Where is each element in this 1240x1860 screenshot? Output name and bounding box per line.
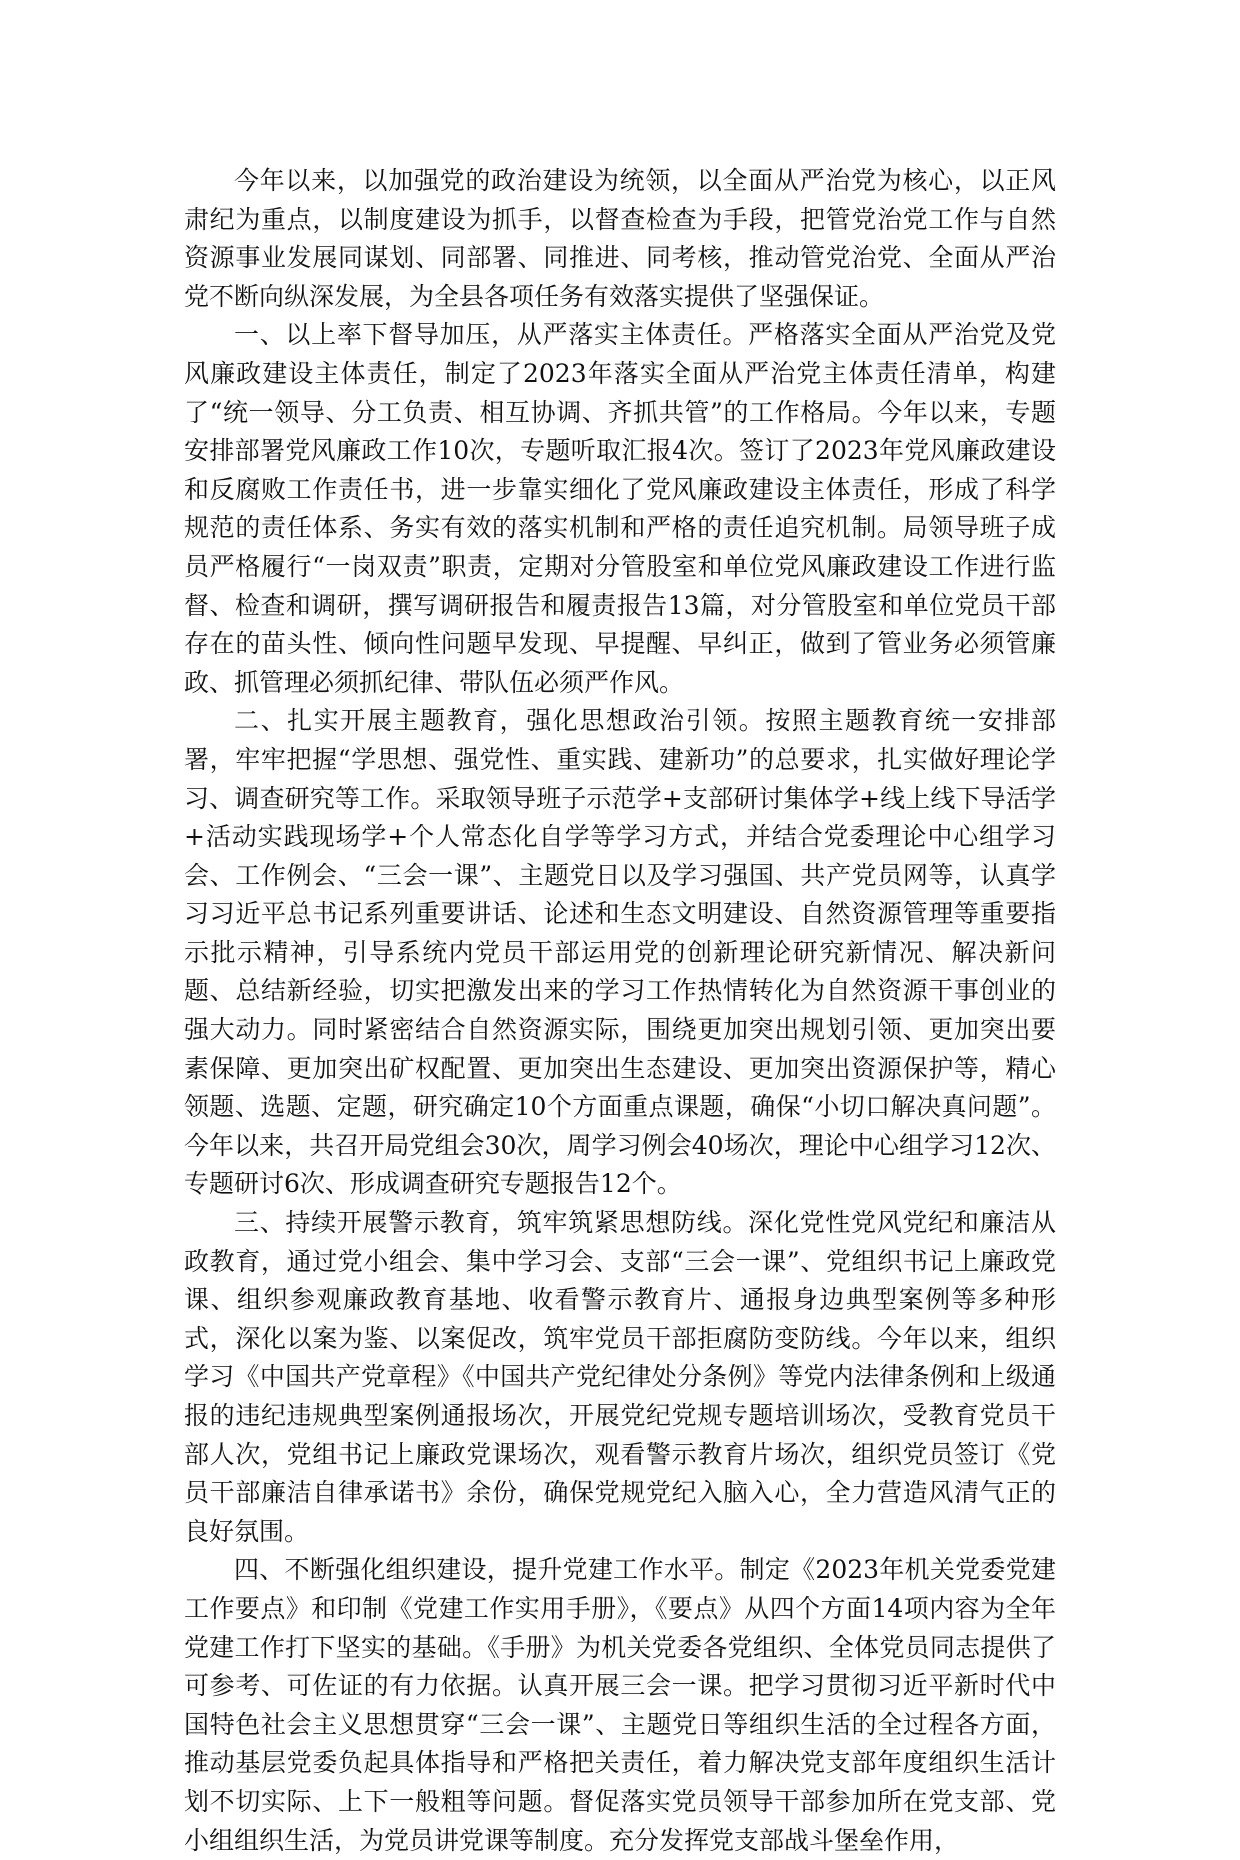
paragraph-section-3: 三、持续开展警示教育，筑牢筑紧思想防线。深化党性党风党纪和廉洁从政教育，通过党小组会、集中学习会、支部“三会一课”、党组织书记上廉政党课、组织参观廉政教育基地、收看警示教育片、通报身边典型案例等多种形式，深化以案为鉴、以案促改，筑牢党员干部拒腐防变防线。今年以来，组织学习《中国共产党章程》《中国共产党纪律处分条例》等党内法律条例和上级通报的违纪违规典型案例通报场次，开展党纪党规专题培训场次，受教育党员干部人次，党组书记上廉政党课场次，观看警示教育片场次，组织党员签订《党员干部廉洁自律承诺书》余份，确保党规党纪入脑入心，全力营造风清气正的良好氛围。 bbox=[184, 1208, 1056, 1546]
document-body bbox=[184, 162, 1056, 1860]
paragraph-section-4: 四、不断强化组织建设，提升党建工作水平。制定《2023年机关党委党建工作要点》和印制《党建工作实用手册》，《要点》从四个方面14项内容为全年党建工作打下坚实的基础。《手册》为机关党委各党组织、全体党员同志提供了可参考、可佐证的有力依据。认真开展三会一课。把学习贯彻习近平新时代中国特色社会主义思想贯穿“三会一课”、主题党日等组织生活的全过程各方面，推动基层党委负起具体指导和严格把关责任，着力解决党支部年度组织生活计划不切实际、上下一般粗等问题。督促落实党员领导干部参加所在党支部、党小组组织生活，为党员讲党课等制度。充分发挥党支部战斗堡垒作用， bbox=[184, 1555, 1056, 1855]
paragraph-section-1: 一、以上率下督导加压，从严落实主体责任。严格落实全面从严治党及党风廉政建设主体责任，制定了2023年落实全面从严治党主体责任清单，构建了“统一领导、分工负责、相互协调、齐抓共管”的工作格局。今年以来，专题安排部署党风廉政工作10次，专题听取汇报4次。签订了2023年党风廉政建设和反腐败工作责任书，进一步靠实细化了党风廉政建设主体责任，形成了科学规范的责任体系、务实有效的落实机制和严格的责任追究机制。局领导班子成员严格履行“一岗双责”职责，定期对分管股室和单位党风廉政建设工作进行监督、检查和调研，撰写调研报告和履责报告13篇，对分管股室和单位党员干部存在的苗头性、倾向性问题早发现、早提醒、早纠正，做到了管业务必须管廉政、抓管理必须抓纪律、带队伍必须严作风。 bbox=[184, 320, 1056, 697]
paragraph-section-2: 二、扎实开展主题教育，强化思想政治引领。按照主题教育统一安排部署，牢牢把握“学思想、强党性、重实践、建新功”的总要求，扎实做好理论学习、调查研究等工作。采取领导班子示范学+支部研讨集体学+线上线下导活学+活动实践现场学+个人常态化自学等学习方式，并结合党委理论中心组学习会、工作例会、“三会一课”、主题党日以及学习强国、共产党员网等，认真学习习近平总书记系列重要讲话、论述和生态文明建设、自然资源管理等重要指示批示精神，引导系统内党员干部运用党的创新理论研究新情况、解决新问题、总结新经验，切实把激发出来的学习工作热情转化为自然资源干事创业的强大动力。同时紧密结合自然资源实际，围绕更加突出规划引领、更加突出要素保障、更加突出矿权配置、更加突出生态建设、更加突出资源保护等，精心领题、选题、定题，研究确定10个方面重点课题，确保“小切口解决真问题”。今年以来，共召开局党组会30次，周学习例会40场次，理论中心组学习12次、专题研讨6次、形成调查研究专题报告12个。 bbox=[184, 706, 1056, 1199]
paragraph-intro: 今年以来，以加强党的政治建设为统领，以全面从严治党为核心，以正风肃纪为重点，以制度建设为抓手，以督查检查为手段，把管党治党工作与自然资源事业发展同谋划、同部署、同推进、同考核，推动管党治党、全面从严治党不断向纵深发展，为全县各项任务有效落实提供了坚强保证。 bbox=[184, 166, 1056, 311]
